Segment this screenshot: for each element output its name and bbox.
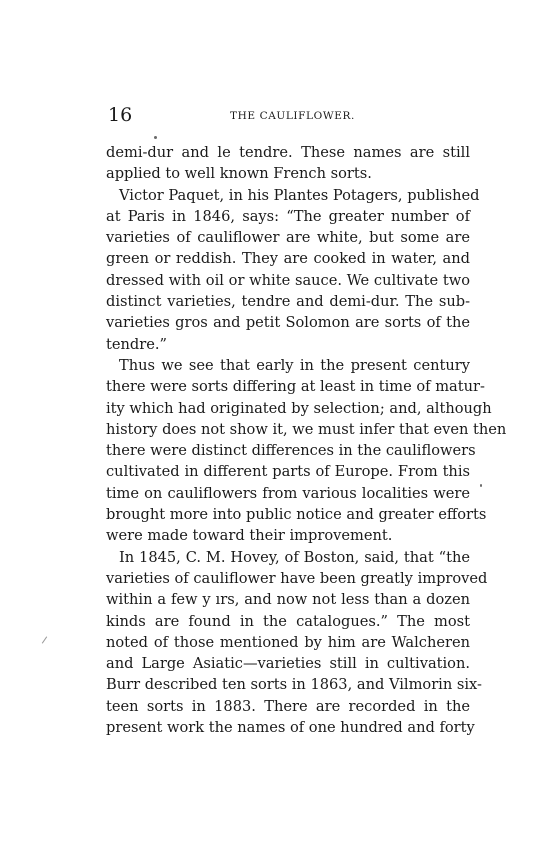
- text-line: cultivated in different parts of Europe. From this: [106, 463, 470, 481]
- text-line: green or reddish. They are cooked in water, and: [106, 250, 470, 268]
- text-line: kinds are found in the catalogues.” The most: [106, 612, 470, 630]
- body-text: [106, 142, 507, 738]
- page-number: 16: [108, 104, 133, 126]
- text-line: applied to well known French sorts.: [106, 165, 372, 183]
- text-line: and Large Asiatic—varieties still in cultivation.: [106, 655, 470, 673]
- text-line: history does not show it, we must infer that even then: [106, 420, 507, 438]
- text-line: Thus we see that early in the present century: [119, 356, 470, 374]
- text-line: distinct varieties, tendre and demi-dur. The sub-: [106, 293, 470, 311]
- text-line: present work the names of one hundred and forty: [106, 719, 475, 737]
- running-head: [108, 104, 468, 126]
- running-title: THE CAULIFLOWER.: [230, 110, 355, 122]
- text-line: varieties of cauliflower have been greatly improved: [106, 569, 488, 587]
- text-line: varieties gros and petit Solomon are sorts of the: [106, 314, 470, 332]
- text-line: noted of those mentioned by him are Walcheren: [106, 633, 470, 651]
- ink-speck: [42, 636, 47, 643]
- text-line: In 1845, C. M. Hovey, of Boston, said, that “the: [119, 548, 470, 566]
- text-line: there were distinct differences in the cauliflowers: [106, 442, 476, 460]
- text-line: at Paris in 1846, says: “The greater number of: [106, 207, 470, 225]
- text-line: demi-dur and le tendre. These names are still: [106, 144, 470, 161]
- text-line: time on cauliflowers from various localities were: [106, 484, 470, 502]
- text-line: brought more into public notice and greater efforts: [106, 506, 487, 524]
- text-line: within a few y ırs, and now not less than a dozen: [106, 591, 470, 609]
- ink-speck: [154, 136, 157, 139]
- ink-speck: [480, 484, 482, 487]
- text-line: ity which had originated by selection; and, although: [106, 399, 492, 417]
- text-line: varieties of cauliflower are white, but some are: [106, 229, 470, 247]
- text-line: Burr described ten sorts in 1863, and Vilmorin six-: [106, 676, 482, 694]
- text-line: Victor Paquet, in his Plantes Potagers, published: [119, 186, 480, 204]
- text-line: dressed with oil or white sauce. We cultivate two: [106, 271, 470, 289]
- text-line: tendre.”: [106, 335, 167, 353]
- text-line: were made toward their improvement.: [106, 527, 393, 545]
- text-line: teen sorts in 1883. There are recorded in the: [106, 697, 470, 715]
- text-line: there were sorts differing at least in time of matur-: [106, 378, 485, 396]
